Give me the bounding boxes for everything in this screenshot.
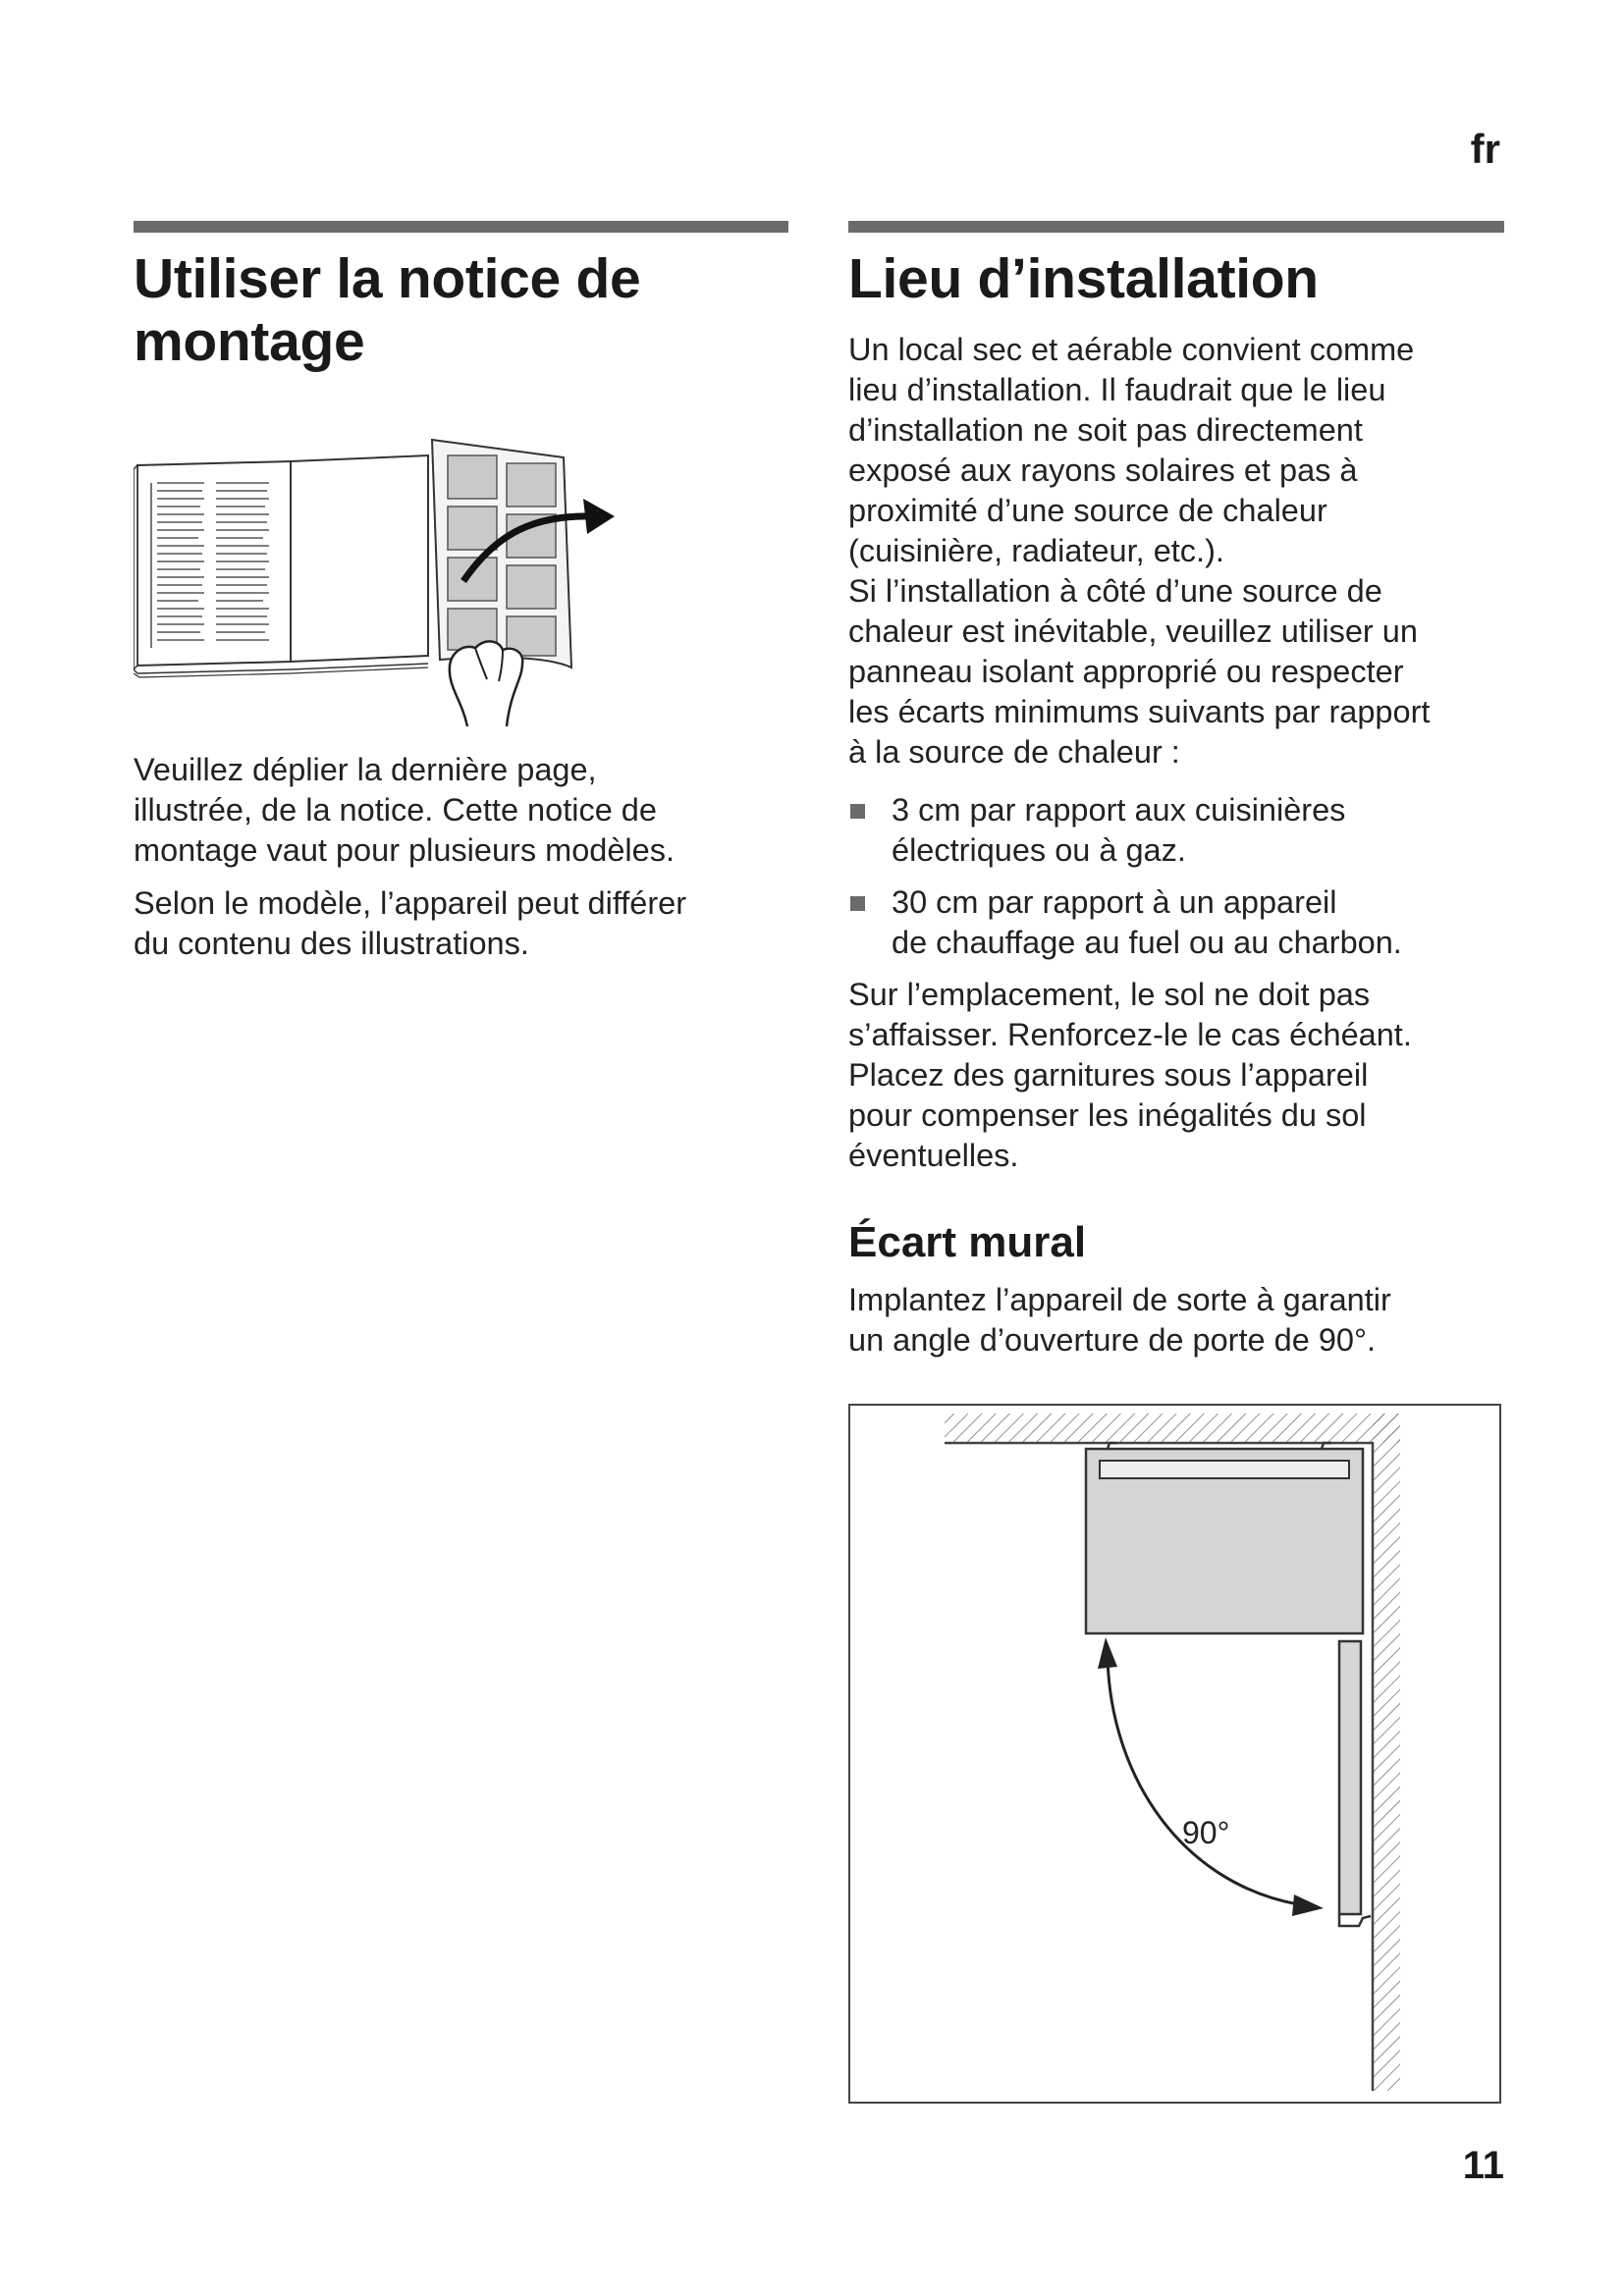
text-line: de chauffage au fuel ou au charbon. (892, 925, 1402, 960)
appliance-door (1339, 1641, 1361, 1914)
left-column (134, 247, 788, 964)
right-column (848, 247, 1504, 1361)
bullet-square-icon (850, 804, 865, 819)
title-line: montage (134, 310, 365, 373)
text-line: s’affaisser. Renforcez-le le cas échéant. (848, 1017, 1412, 1052)
text-line: les écarts minimums suivants par rapport (848, 694, 1431, 729)
text-line: Un local sec et aérable convient comme (848, 332, 1415, 367)
text-line: exposé aux rayons solaires et pas à (848, 453, 1358, 488)
section-title-assembly-instructions (134, 247, 788, 373)
text-line: Si l’installation à côté d’une source de (848, 573, 1382, 609)
subsection-title-wall-distance: Écart mural (848, 1218, 1087, 1266)
door-angle-diagram (848, 1404, 1501, 2104)
text-line: lieu d’installation. Il faudrait que le lieu (848, 372, 1386, 407)
text-line: proximité d’une source de chaleur (848, 493, 1327, 528)
arrowhead-icon (1098, 1637, 1117, 1669)
installation-intro (848, 330, 1504, 773)
text-line: (cuisinière, radiateur, etc.). (848, 533, 1224, 568)
text-line: illustrée, de la notice. Cette notice de (134, 792, 657, 828)
booklet-unfold-illustration (134, 434, 624, 728)
text-line: éventuelles. (848, 1138, 1019, 1173)
page-number: 11 (1462, 2144, 1504, 2187)
text-line: à la source de chaleur : (848, 734, 1180, 770)
language-tag: fr (1470, 126, 1500, 172)
door-angle-drawing (850, 1406, 1499, 2102)
text-line: 3 cm par rapport aux cuisinières (892, 792, 1346, 828)
wall-right (1373, 1414, 1400, 2091)
text-line: d’installation ne soit pas directement (848, 412, 1363, 448)
text-line: du contenu des illustrations. (134, 926, 529, 961)
text-line: un angle d’ouverture de porte de 90°. (848, 1322, 1376, 1358)
list-item (848, 882, 1504, 963)
text-line: Selon le modèle, l’appareil peut différer (134, 885, 687, 921)
text-line: 30 cm par rapport à un appareil (892, 884, 1337, 920)
text-line: Placez des garnitures sous l’appareil (848, 1057, 1369, 1093)
text-line: Sur l’emplacement, le sol ne doit pas (848, 977, 1371, 1012)
text-line: Implantez l’appareil de sorte à garantir (848, 1282, 1391, 1317)
wall-top (945, 1414, 1400, 1443)
distance-list (848, 790, 1504, 963)
section-divider-right (848, 221, 1504, 233)
wall-note (848, 1280, 1504, 1361)
section-title-installation-location: Lieu d’installation (848, 247, 1319, 310)
angle-label: 90° (1182, 1815, 1230, 1850)
floor-note (848, 975, 1504, 1176)
text-line: Veuillez déplier la dernière page, (134, 752, 597, 787)
text-line: panneau isolant approprié ou respecter (848, 654, 1404, 689)
section-divider-left (134, 221, 788, 233)
text-line: chaleur est inévitable, veuillez utiliser un (848, 614, 1418, 649)
title-line: Utiliser la notice de (134, 247, 641, 310)
text-line: montage vaut pour plusieurs modèles. (134, 832, 676, 868)
arrowhead-icon (1292, 1895, 1324, 1916)
text-line: pour compenser les inégalités du sol (848, 1097, 1367, 1133)
list-item (848, 790, 1504, 871)
text-line: électriques ou à gaz. (892, 832, 1186, 868)
bullet-square-icon (850, 896, 865, 911)
angle-arc (1108, 1659, 1298, 1904)
